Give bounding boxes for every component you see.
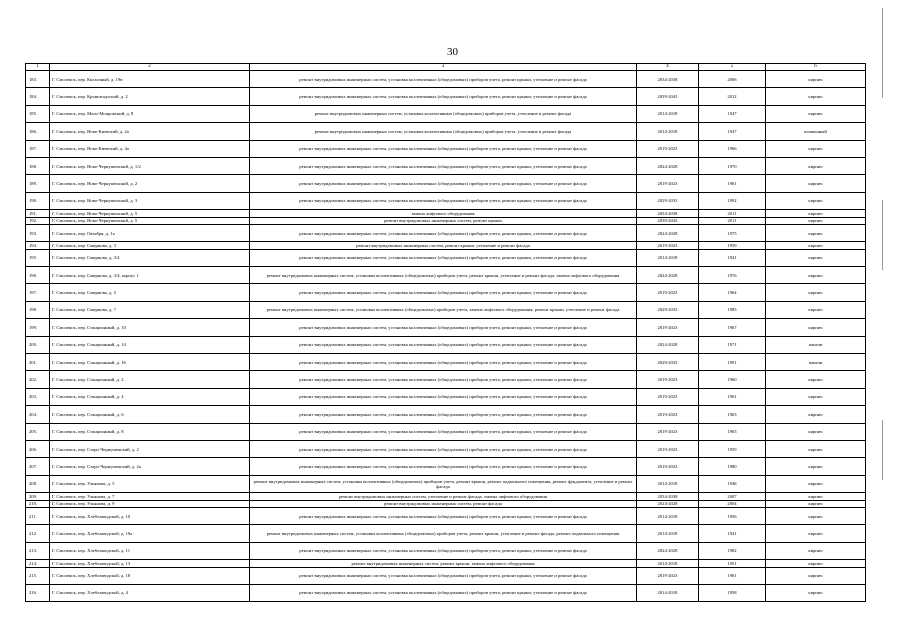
address-cell: Г. Смоленск, пер. Смирнова, д. 7 <box>50 301 250 318</box>
period-cell: 2024-2028 <box>637 336 699 353</box>
works-cell: ремонт внутридомовых инженерных систем, установка коллективных (общедомовых) приборов учета, ремонт крыши, утепление и ремонт фасада <box>250 140 637 157</box>
table-row <box>26 440 866 457</box>
address-cell: Г. Смоленск, пер. Колхозный, д. 19в <box>50 71 250 88</box>
margin-line <box>882 8 883 98</box>
works-cell: ремонт внутридомовых инженерных систем, установка коллективных (общедомовых) приборов учета, ремонт крыши, утепление и ремонт фасада <box>250 542 637 559</box>
table-row <box>26 336 866 353</box>
table-row <box>26 500 866 507</box>
wall-material-cell: панели <box>766 336 866 353</box>
wall-material-cell: кирпич <box>766 371 866 388</box>
year-built-cell: 1947 <box>699 123 766 140</box>
row-number-cell: 195. <box>26 249 50 266</box>
table-row <box>26 301 866 318</box>
year-built-cell: 1956 <box>699 507 766 524</box>
row-number-cell: 206. <box>26 440 50 457</box>
wall-material-cell: кирпич <box>766 140 866 157</box>
address-cell: Г. Смоленск, пер. Старо-Чернушенский, д. 2 <box>50 440 250 457</box>
year-built-cell: 1971 <box>699 336 766 353</box>
year-built-cell: 1982 <box>699 542 766 559</box>
year-built-cell: 1967 <box>699 319 766 336</box>
table-row <box>26 217 866 224</box>
wall-material-cell: кирпич <box>766 71 866 88</box>
year-built-cell: 1959 <box>699 242 766 249</box>
works-cell: ремонт внутридомовых инженерных систем, установка коллективных (общедомовых) приборов учета, утепление и ремонт фасада <box>250 105 637 122</box>
period-cell: 2029-2033 <box>637 192 699 209</box>
period-cell: 2039-2043 <box>637 88 699 105</box>
wall-material-cell: кирпич <box>766 542 866 559</box>
address-cell: Г. Смоленск, пер. Станционный, д. 6 <box>50 406 250 423</box>
column-number-cell: 5 <box>699 64 766 71</box>
address-cell: Г. Смоленск, пер. Ново-Киевский, д. 4а <box>50 140 250 157</box>
repair-schedule-table-wrap <box>25 63 865 602</box>
wall-material-cell: кирпич <box>766 88 866 105</box>
year-built-cell: 1961 <box>699 175 766 192</box>
year-built-cell: 2012 <box>699 88 766 105</box>
row-number-cell: 216. <box>26 584 50 601</box>
works-cell: ремонт внутридомовых инженерных систем, установка коллективных (общедомовых) приборов учета, ремонт крыши, утепление и ремонт фасада <box>250 371 637 388</box>
period-cell: 2019-2023 <box>637 140 699 157</box>
table-row <box>26 406 866 423</box>
row-number-cell: 192. <box>26 217 50 224</box>
period-cell: 2019-2023 <box>637 242 699 249</box>
period-cell: 2034-2038 <box>637 71 699 88</box>
works-cell: ремонт внутридомовых инженерных систем, установка коллективных (общедомовых) приборов учета, ремонт крыши, утепление и ремонт фасада <box>250 584 637 601</box>
works-cell: ремонт внутридомовых инженерных систем, ремонт крыши, утепление и ремонт фасада <box>250 242 637 249</box>
year-built-cell: 1948 <box>699 475 766 492</box>
address-cell: Г. Смоленск, пер. Станционный, д. 14 <box>50 336 250 353</box>
table-row <box>26 105 866 122</box>
address-cell: Г. Смоленск, пер. Станционный, д. 16 <box>50 354 250 371</box>
year-built-cell: 1941 <box>699 525 766 542</box>
address-cell: Г. Смоленск, пер. Смирнова, д. 3/4, корпус 1 <box>50 267 250 284</box>
year-built-cell: 1958 <box>699 584 766 601</box>
year-built-cell: 1980 <box>699 458 766 475</box>
address-cell: Г. Смоленск, пер. Хлебозаводской, д. 10а <box>50 525 250 542</box>
table-row <box>26 507 866 524</box>
wall-material-cell: кирпич <box>766 423 866 440</box>
year-built-cell: 1966 <box>699 140 766 157</box>
year-built-cell: 1976 <box>699 267 766 284</box>
address-cell: Г. Смоленск, пер. Ново-Чернушенский, д. 5 <box>50 210 250 217</box>
address-cell: Г. Смоленск, пер. Ново-Чернушенский, д. 5 <box>50 217 250 224</box>
row-number-cell: 202. <box>26 371 50 388</box>
address-cell: Г. Смоленск, пер. Ново-Чернушенский, д. 2 <box>50 175 250 192</box>
row-number-cell: 208. <box>26 475 50 492</box>
works-cell: ремонт внутридомовых инженерных систем, установка коллективных (общедомовых) приборов учета, ремонт крыши, утепление и ремонт фасада <box>250 354 637 371</box>
table-row <box>26 157 866 174</box>
wall-material-cell: кирпич <box>766 440 866 457</box>
wall-material-cell: кирпич <box>766 525 866 542</box>
table-row <box>26 388 866 405</box>
table-row <box>26 423 866 440</box>
table-row <box>26 284 866 301</box>
year-built-cell: 1959 <box>699 440 766 457</box>
wall-material-cell: кирпич <box>766 406 866 423</box>
wall-material-cell: кирпич <box>766 507 866 524</box>
year-built-cell: 1951 <box>699 560 766 567</box>
wall-material-cell: кирпич <box>766 458 866 475</box>
wall-material-cell: кирпич <box>766 249 866 266</box>
year-built-cell: 1947 <box>699 105 766 122</box>
table-row <box>26 249 866 266</box>
works-cell: ремонт внутридомовых инженерных систем, установка коллективных (общедомовых) приборов учета, ремонт крыши, утепление и ремонт фасада <box>250 406 637 423</box>
year-built-cell: 1941 <box>699 249 766 266</box>
period-cell: 2019-2023 <box>637 284 699 301</box>
wall-material-cell: кирпич <box>766 567 866 584</box>
table-row <box>26 493 866 500</box>
row-number-cell: 201. <box>26 354 50 371</box>
table-row <box>26 371 866 388</box>
year-built-cell: 1970 <box>699 157 766 174</box>
row-number-cell: 189. <box>26 175 50 192</box>
wall-material-cell: шлаконный <box>766 123 866 140</box>
row-number-cell: 193. <box>26 224 50 241</box>
table-row <box>26 525 866 542</box>
year-built-cell: 1975 <box>699 224 766 241</box>
year-built-cell: 1991 <box>699 354 766 371</box>
table-row <box>26 542 866 559</box>
address-cell: Г. Смоленск, пер. Станционный, д. 2 <box>50 371 250 388</box>
table-row <box>26 123 866 140</box>
address-cell: Г. Смоленск, пер. Ново-Чернушенский, д. 3 <box>50 192 250 209</box>
table-row <box>26 88 866 105</box>
row-number-cell: 211. <box>26 507 50 524</box>
works-cell: ремонт внутридомовых инженерных систем, установка коллективных (общедомовых) приборов учета, утепление и ремонт фасада <box>250 123 637 140</box>
row-number-cell: 187. <box>26 140 50 157</box>
period-cell: 2019-2023 <box>637 371 699 388</box>
wall-material-cell: кирпич <box>766 475 866 492</box>
works-cell: ремонт внутридомовых инженерных систем, установка коллективных (общедомовых) приборов учета, ремонт крыши, утепление и ремонт фасада <box>250 175 637 192</box>
table-row <box>26 567 866 584</box>
row-number-cell: 196. <box>26 267 50 284</box>
address-cell: Г. Смоленск, пер. Ульянова, д. 7 <box>50 493 250 500</box>
address-cell: Г. Смоленск, пер. Кронштадтский, д. 2 <box>50 88 250 105</box>
works-cell: ремонт внутридомовых инженерных систем, установка коллективных (общедомовых) приборов учета, ремонт крыши, утепление и ремонт фасада <box>250 284 637 301</box>
period-cell: 2019-2023 <box>637 388 699 405</box>
address-cell: Г. Смоленск, пер. Станционный, д. 8 <box>50 423 250 440</box>
column-number-row <box>26 64 866 71</box>
row-number-cell: 214. <box>26 560 50 567</box>
column-number-cell: 4 <box>637 64 699 71</box>
period-cell: 2014-2018 <box>637 123 699 140</box>
period-cell: 2024-2028 <box>637 542 699 559</box>
works-cell: ремонт внутридомовых инженерных систем, установка коллективных (общедомовых) приборов учета, ремонт крыши, утепление и ремонт фасада <box>250 71 637 88</box>
address-cell: Г. Смоленск, пер. Ново-Киевский, д. 2а <box>50 123 250 140</box>
row-number-cell: 204. <box>26 406 50 423</box>
row-number-cell: 200. <box>26 336 50 353</box>
address-cell: Г. Смоленск, пер. Октября, д. 1а <box>50 224 250 241</box>
period-cell: 2034-2038 <box>637 210 699 217</box>
wall-material-cell: кирпич <box>766 319 866 336</box>
row-number-cell: 190. <box>26 192 50 209</box>
works-cell: ремонт внутридомовых инженерных систем, установка коллективных (общедомовых) приборов учета, ремонт крыши, утепление и ремонт фасада <box>250 388 637 405</box>
works-cell: ремонт внутридомовых инженерных систем, установка коллективных (общедомовых) приборов учета, ремонт крыши, утепление и ремонт фасада <box>250 440 637 457</box>
row-number-cell: 215. <box>26 567 50 584</box>
wall-material-cell: кирпич <box>766 493 866 500</box>
row-number-cell: 205. <box>26 423 50 440</box>
column-number-cell: 1 <box>26 64 50 71</box>
row-number-cell: 188. <box>26 157 50 174</box>
period-cell: 2014-2018 <box>637 560 699 567</box>
period-cell: 2029-2033 <box>637 301 699 318</box>
address-cell: Г. Смоленск, пер. Смирнова, д. 5 <box>50 284 250 301</box>
period-cell: 2024-2028 <box>637 500 699 507</box>
column-number-cell: 3 <box>250 64 637 71</box>
period-cell: 2014-2018 <box>637 507 699 524</box>
year-built-cell: 1963 <box>699 406 766 423</box>
year-built-cell: 2007 <box>699 493 766 500</box>
wall-material-cell: кирпич <box>766 192 866 209</box>
row-number-cell: 197. <box>26 284 50 301</box>
year-built-cell: 1992 <box>699 192 766 209</box>
address-cell: Г. Смоленск, пер. Смирнова, д. 3 <box>50 242 250 249</box>
period-cell: 2014-2018 <box>637 584 699 601</box>
year-built-cell: 1960 <box>699 371 766 388</box>
year-built-cell: 1985 <box>699 301 766 318</box>
wall-material-cell: кирпич <box>766 388 866 405</box>
period-cell: 2029-2033 <box>637 354 699 371</box>
works-cell: ремонт внутридомовых инженерных систем, ремонт крыши, замена лифтового оборудования <box>250 560 637 567</box>
row-number-cell: 191. <box>26 210 50 217</box>
wall-material-cell: кирпич <box>766 157 866 174</box>
table-row <box>26 458 866 475</box>
year-built-cell: 2004 <box>699 500 766 507</box>
works-cell: ремонт внутридомовых инженерных систем, установка коллективных (общедомовых) приборов учета, ремонт крыши, утепление и ремонт фасада <box>250 192 637 209</box>
table-row <box>26 140 866 157</box>
year-built-cell: 2006 <box>699 71 766 88</box>
year-built-cell: 1961 <box>699 567 766 584</box>
works-cell: ремонт внутридомовых инженерных систем, установка коллективных (общедомовых) приборов учета, ремонт крыши, утепление и ремонт фасада <box>250 567 637 584</box>
table-row <box>26 354 866 371</box>
period-cell: 2024-2028 <box>637 224 699 241</box>
wall-material-cell: кирпич <box>766 500 866 507</box>
works-cell: ремонт внутридомовых инженерных систем, установка коллективных (общедомовых) приборов учета, замена лифтового оборудования, ремонт крыши, утепление и ремонт фасада <box>250 301 637 318</box>
wall-material-cell: кирпич <box>766 284 866 301</box>
period-cell: 2014-2018 <box>637 249 699 266</box>
works-cell: ремонт внутридомовых инженерных систем, установка коллективных (общедомовых) приборов учета, ремонт крыши, утепление и ремонт фасада, ремонт подвального помещения <box>250 525 637 542</box>
period-cell: 2019-2023 <box>637 406 699 423</box>
period-cell: 2019-2023 <box>637 567 699 584</box>
row-number-cell: 210. <box>26 500 50 507</box>
address-cell: Г. Смоленск, пер. Хлебозаводской, д. 18 <box>50 567 250 584</box>
table-row <box>26 267 866 284</box>
address-cell: Г. Смоленск, пер. Ульянова, д. 9 <box>50 500 250 507</box>
address-cell: Г. Смоленск, пер. Хлебозаводской, д. 13 <box>50 560 250 567</box>
works-cell: ремонт внутридомовых инженерных систем, ремонт фасада <box>250 500 637 507</box>
address-cell: Г. Смоленск, пер. Станционный, д. 4 <box>50 388 250 405</box>
period-cell: 2024-2028 <box>637 267 699 284</box>
table-row <box>26 175 866 192</box>
works-cell: ремонт внутридомовых инженерных систем, установка коллективных (общедомовых) приборов учета, ремонт крыши, ремонт подвального помещения, ремонт фундамента, утепление и ремонт фасада <box>250 475 637 492</box>
row-number-cell: 183. <box>26 71 50 88</box>
period-cell: 2024-2028 <box>637 157 699 174</box>
works-cell: ремонт внутридомовых инженерных систем, установка коллективных (общедомовых) приборов учета, ремонт крыши, утепление и ремонт фасада, замена лифтового оборудования <box>250 267 637 284</box>
period-cell: 2019-2023 <box>637 175 699 192</box>
column-number-cell: 2 <box>50 64 250 71</box>
wall-material-cell: кирпич <box>766 224 866 241</box>
works-cell: ремонт внутридомовых инженерных систем, установка коллективных (общедомовых) приборов учета, ремонт крыши, утепление и ремонт фасада <box>250 224 637 241</box>
works-cell: ремонт внутридомовых инженерных систем, установка коллективных (общедомовых) приборов учета, ремонт крыши, утепление и ремонт фасада <box>250 336 637 353</box>
year-built-cell: 1961 <box>699 388 766 405</box>
address-cell: Г. Смоленск, пер. Смирнова, д. 3/4 <box>50 249 250 266</box>
year-built-cell: 2011 <box>699 217 766 224</box>
row-number-cell: 207. <box>26 458 50 475</box>
wall-material-cell: кирпич <box>766 217 866 224</box>
address-cell: Г. Смоленск, пер. Хлебозаводской, д. 10 <box>50 507 250 524</box>
address-cell: Г. Смоленск, пер. Мало-Мопровский, д. 8 <box>50 105 250 122</box>
year-built-cell: 1964 <box>699 284 766 301</box>
works-cell: ремонт внутридомовых инженерных систем, утепление и ремонт фасада, замена лифтового оборудования <box>250 493 637 500</box>
wall-material-cell: панели <box>766 354 866 371</box>
works-cell: ремонт внутридомовых инженерных систем, установка коллективных (общедомовых) приборов учета, ремонт крыши, утепление и ремонт фасада <box>250 458 637 475</box>
wall-material-cell: кирпич <box>766 175 866 192</box>
row-number-cell: 203. <box>26 388 50 405</box>
table-row <box>26 319 866 336</box>
row-number-cell: 184. <box>26 88 50 105</box>
period-cell: 2014-2018 <box>637 105 699 122</box>
address-cell: Г. Смоленск, пер. Ульянова, д. 5 <box>50 475 250 492</box>
row-number-cell: 213. <box>26 542 50 559</box>
table-row <box>26 210 866 217</box>
period-cell: 2014-2018 <box>637 475 699 492</box>
works-cell: ремонт внутридомовых инженерных систем, установка коллективных (общедомовых) приборов учета, ремонт крыши, утепление и ремонт фасада <box>250 319 637 336</box>
period-cell: 2014-2018 <box>637 525 699 542</box>
table-row <box>26 224 866 241</box>
wall-material-cell: кирпич <box>766 560 866 567</box>
period-cell: 2034-2038 <box>637 493 699 500</box>
works-cell: ремонт внутридомовых инженерных систем, установка коллективных (общедомовых) приборов учета, ремонт крыши, утепление и ремонт фасада <box>250 157 637 174</box>
period-cell: 2019-2023 <box>637 319 699 336</box>
table-row <box>26 584 866 601</box>
row-number-cell: 199. <box>26 319 50 336</box>
margin-line <box>882 200 883 270</box>
works-cell: ремонт внутридомовых инженерных систем, установка коллективных (общедомовых) приборов учета, ремонт крыши, утепление и ремонт фасада <box>250 507 637 524</box>
margin-line <box>882 420 883 480</box>
row-number-cell: 198. <box>26 301 50 318</box>
wall-material-cell: кирпич <box>766 242 866 249</box>
column-number-cell: 6 <box>766 64 866 71</box>
page-number: 30 <box>447 46 458 58</box>
wall-material-cell: кирпич <box>766 584 866 601</box>
address-cell: Г. Смоленск, пер. Ново-Чернушенский, д. 1/2 <box>50 157 250 174</box>
address-cell: Г. Смоленск, пер. Хлебозаводской, д. 11 <box>50 542 250 559</box>
table-row <box>26 560 866 567</box>
row-number-cell: 212. <box>26 525 50 542</box>
repair-schedule-table <box>25 63 866 602</box>
row-number-cell: 209. <box>26 493 50 500</box>
table-row <box>26 71 866 88</box>
year-built-cell: 2011 <box>699 210 766 217</box>
period-cell: 2019-2023 <box>637 458 699 475</box>
table-row <box>26 192 866 209</box>
address-cell: Г. Смоленск, пер. Старо-Чернушенский, д. 2а <box>50 458 250 475</box>
works-cell: замена лифтового оборудования <box>250 210 637 217</box>
row-number-cell: 185. <box>26 105 50 122</box>
wall-material-cell: кирпич <box>766 267 866 284</box>
works-cell: ремонт внутридомовых инженерных систем, установка коллективных (общедомовых) приборов учета, ремонт крыши, утепление и ремонт фасада <box>250 88 637 105</box>
year-built-cell: 1965 <box>699 423 766 440</box>
row-number-cell: 186. <box>26 123 50 140</box>
period-cell: 2019-2023 <box>637 423 699 440</box>
works-cell: ремонт внутридомовых инженерных систем, ремонт крыши <box>250 217 637 224</box>
wall-material-cell: кирпич <box>766 210 866 217</box>
address-cell: Г. Смоленск, пер. Станционный, д. 10 <box>50 319 250 336</box>
table-body <box>26 64 866 602</box>
works-cell: ремонт внутридомовых инженерных систем, установка коллективных (общедомовых) приборов учета, ремонт крыши, утепление и ремонт фасада <box>250 249 637 266</box>
wall-material-cell: кирпич <box>766 105 866 122</box>
works-cell: ремонт внутридомовых инженерных систем, установка коллективных (общедомовых) приборов учета, ремонт крыши, утепление и ремонт фасада <box>250 423 637 440</box>
table-row <box>26 475 866 492</box>
table-row <box>26 242 866 249</box>
row-number-cell: 194. <box>26 242 50 249</box>
wall-material-cell: кирпич <box>766 301 866 318</box>
address-cell: Г. Смоленск, пер. Хлебозаводской, д. 4 <box>50 584 250 601</box>
period-cell: 2039-2043 <box>637 217 699 224</box>
period-cell: 2019-2023 <box>637 440 699 457</box>
